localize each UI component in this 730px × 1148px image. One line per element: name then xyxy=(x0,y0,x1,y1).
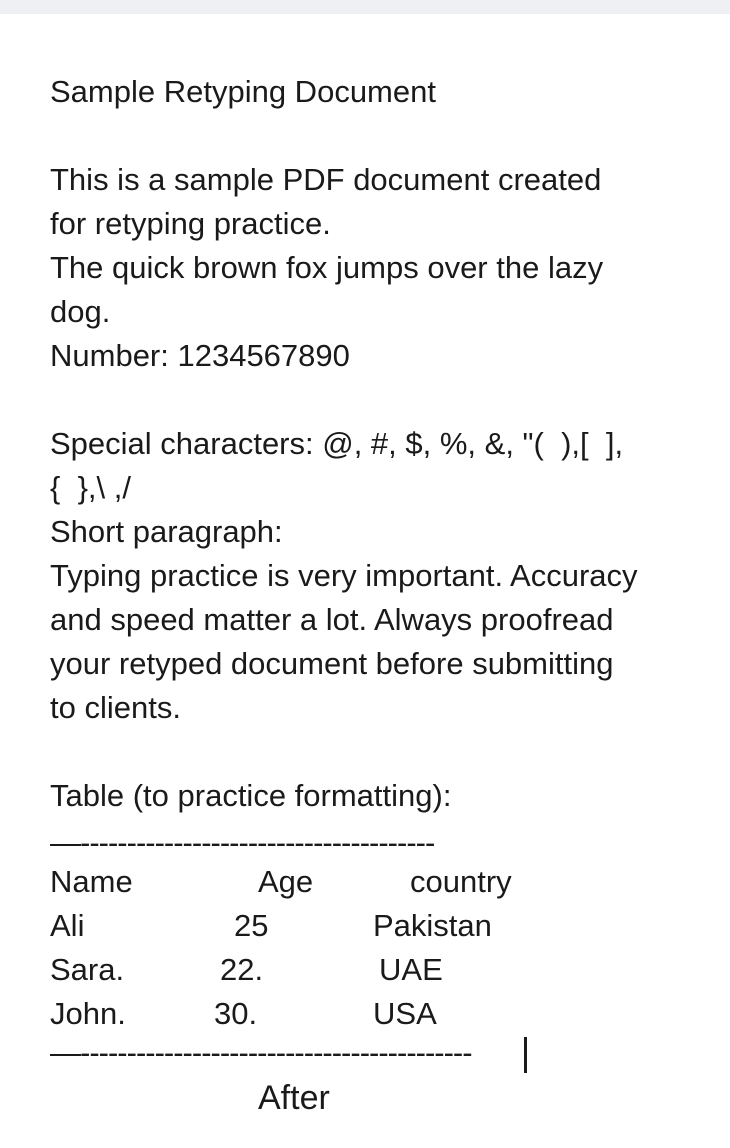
top-bar xyxy=(0,0,730,14)
after-caption: After xyxy=(258,1079,330,1117)
text-cursor xyxy=(524,1037,527,1073)
table-cell-age: 25 xyxy=(234,908,269,943)
table-cell-country: UAE xyxy=(379,952,443,987)
document-title: Sample Retyping Document xyxy=(50,74,436,109)
paragraph-line: for retyping practice. xyxy=(50,206,331,241)
table-cell-country: Pakistan xyxy=(373,908,492,943)
table-cell-country: USA xyxy=(373,996,437,1031)
special-characters-line: { },\ ,/ xyxy=(50,470,131,505)
number-line: Number: 1234567890 xyxy=(50,338,350,373)
short-paragraph-label: Short paragraph: xyxy=(50,514,283,549)
table-cell-age: 30. xyxy=(214,996,258,1031)
table-header-name: Name xyxy=(50,864,133,899)
paragraph-line: Typing practice is very important. Accuracy xyxy=(50,558,638,593)
table-top-rule: —-------------------------------------- xyxy=(50,828,435,858)
table-cell-name: Ali xyxy=(50,908,85,943)
paragraph-line: dog. xyxy=(50,294,111,329)
table-header-country: country xyxy=(410,864,512,899)
table-cell-name: John. xyxy=(50,996,126,1031)
paragraph-line: to clients. xyxy=(50,690,181,725)
paragraph-line: your retyped document before submitting xyxy=(50,646,614,681)
special-characters-line: Special characters: @, #, $, %, &, "( ),[ ], xyxy=(50,426,624,461)
paragraph-line: This is a sample PDF document created xyxy=(50,162,602,197)
table-header-age: Age xyxy=(258,864,314,899)
table-heading: Table (to practice formatting): xyxy=(50,778,452,813)
document-body xyxy=(50,70,690,818)
paragraph-line: The quick brown fox jumps over the lazy xyxy=(50,250,604,285)
paragraph-line: and speed matter a lot. Always proofread xyxy=(50,602,614,637)
table-bottom-rule: —------------------------------------------ xyxy=(50,1038,472,1068)
table-cell-name: Sara. xyxy=(50,952,125,987)
table-cell-age: 22. xyxy=(220,952,264,987)
